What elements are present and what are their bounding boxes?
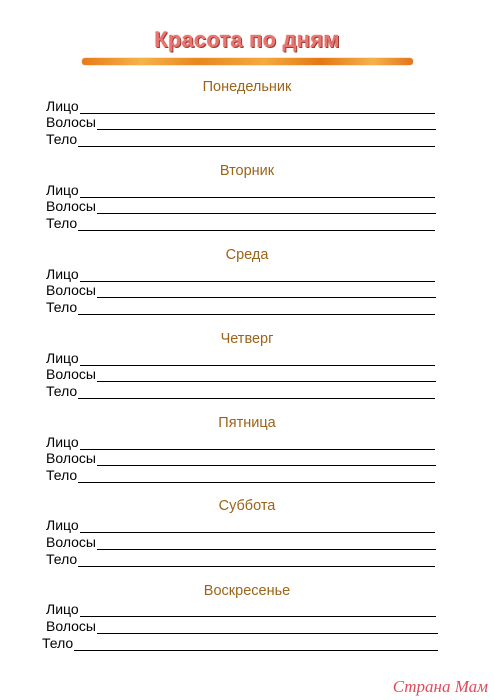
face-write-line[interactable] [80,436,435,450]
thursday-face-row [46,350,435,366]
face-write-line[interactable] [80,184,435,198]
face-label: Лицо [46,98,79,114]
page-title: Красота по дням [154,27,340,52]
face-label: Лицо [46,434,79,450]
body-write-line[interactable] [78,553,435,567]
hair-write-line[interactable] [97,284,436,298]
face-write-line[interactable] [80,352,435,366]
body-label: Тело [46,551,78,567]
body-write-line[interactable] [78,469,435,483]
body-write-line[interactable] [78,385,435,399]
face-write-line[interactable] [80,100,435,114]
hair-write-line[interactable] [97,368,436,382]
body-label: Тело [46,299,78,315]
wednesday-body-row [46,299,435,315]
hair-write-line[interactable] [97,620,438,634]
face-label: Лицо [46,601,79,617]
face-write-line[interactable] [80,268,435,282]
watermark-logo: Страна Мам [392,677,488,696]
body-label: Тело [46,131,78,147]
saturday-body-row [46,551,435,567]
thursday-body-row [46,383,435,399]
hair-label: Волосы [46,114,96,130]
saturday-hair-row [46,534,436,550]
tuesday-body-row [46,215,435,231]
face-label: Лицо [46,182,79,198]
friday-hair-row [46,450,436,466]
face-write-line[interactable] [80,603,436,617]
body-label: Тело [46,467,78,483]
tuesday-face-row [46,182,435,198]
friday-body-row [46,467,435,483]
wednesday-face-row [46,266,435,282]
day-heading-thursday: Четверг [220,331,274,347]
body-label: Тело [46,383,78,399]
hair-write-line[interactable] [97,200,436,214]
monday-face-row [46,98,435,114]
body-write-line[interactable] [74,637,438,651]
hair-label: Волосы [46,618,96,634]
tuesday-hair-row [46,198,436,214]
monday-hair-row [46,114,436,130]
body-write-line[interactable] [78,133,435,147]
saturday-face-row [46,517,435,533]
body-label: Тело [46,215,78,231]
hair-label: Волосы [46,450,96,466]
face-write-line[interactable] [80,519,435,533]
hair-write-line[interactable] [97,116,436,130]
day-heading-tuesday: Вторник [219,163,275,179]
thursday-hair-row [46,366,436,382]
monday-body-row [46,131,435,147]
body-write-line[interactable] [78,301,435,315]
hair-write-line[interactable] [97,536,436,550]
hair-label: Волосы [46,534,96,550]
body-label: Тело [42,635,74,651]
face-label: Лицо [46,266,79,282]
hair-label: Волосы [46,198,96,214]
sunday-body-row [42,635,438,651]
face-label: Лицо [46,517,79,533]
hair-label: Волосы [46,282,96,298]
wednesday-hair-row [46,282,436,298]
face-label: Лицо [46,350,79,366]
day-heading-wednesday: Среда [225,247,269,263]
title-decorative-bar [82,58,413,65]
hair-write-line[interactable] [97,452,436,466]
sunday-hair-row [46,618,438,634]
body-write-line[interactable] [78,217,435,231]
sunday-face-row [46,601,436,617]
hair-label: Волосы [46,366,96,382]
day-heading-friday: Пятница [218,415,276,431]
day-heading-monday: Понедельник [202,79,292,95]
friday-face-row [46,434,435,450]
day-heading-saturday: Суббота [218,498,276,514]
day-heading-sunday: Воскресенье [203,583,291,599]
